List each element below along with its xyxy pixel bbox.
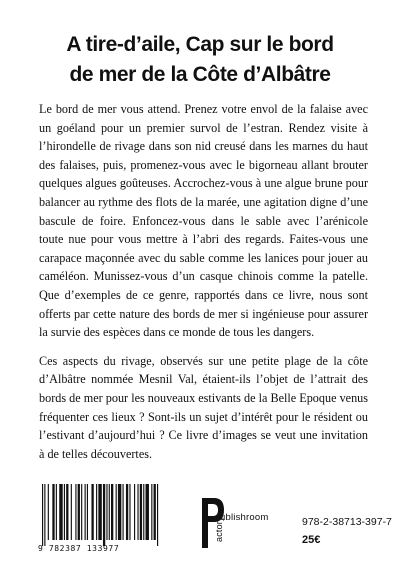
- ean-barcode: [38, 484, 166, 556]
- book-title-line-1: A tire-d’aile, Cap sur le bord: [66, 33, 334, 56]
- barcode-bar: [87, 484, 88, 540]
- barcode-bar: [103, 484, 105, 546]
- barcode-bar: [42, 484, 43, 546]
- barcode-bar: [56, 484, 57, 540]
- blurb-paragraph-2: Ces aspects du rivage, observés sur une petite plage de la côte d’Albâtre nommée Mesnil Val, étaient-ils l’objet de l’attrait des bords de mer pour les nouveaux estivants de la Belle Epoque venus fréquenter ces lieux ? Sont-ils un sujet d’intérêt pour le résident ou l’estivant d’aujourd’hui ? Ce livre d’images se veut une invitation à de telles découvertes.: [39, 353, 368, 461]
- barcode-bar: [151, 484, 152, 540]
- book-price: 25€: [302, 534, 321, 546]
- barcode-bar: [157, 484, 158, 546]
- barcode-bar: [98, 484, 101, 540]
- publisher-name-vertical: actory: [214, 516, 224, 542]
- publisher-name: ublishroom: [220, 512, 269, 523]
- isbn-number: 978-2-38713-397-7: [302, 516, 392, 528]
- barcode-bar: [134, 484, 135, 540]
- barcode-bar: [116, 484, 117, 540]
- barcode-bar: [66, 484, 68, 540]
- back-cover-blurb: [39, 100, 368, 473]
- barcode-bars-icon: [38, 484, 162, 546]
- blurb-paragraph-1: Le bord de mer vous attend. Prenez votre envol de la falaise avec un goéland pour un premier survol de l’estran. Rendez visite à l’hirondelle de rivage dans son nid creusé dans les marnes du haut des falaises, puis, promenez-vous avec le bigorneau allant brouter quelques algues goûteuses. Accrochez-vous à une algue brune pour balancer au rythme des flots de la marée, une agitation digne d’une bascule de foire. Enfoncez-vous dans le sable avec l’arénicole toute nue pour vous mettre à l’abri des regards. Faites-vous une carapace maçonnée avec du sable comme les lanices pour jouer au caméléon. Munissez-vous d’un casque chinois comme la patelle. Que d’exemples de ce genre, rapportés dans ce livre, nous sont offerts par cette nature des bords de mer si ingénieuse pour assurer la survie des espèces dans ce monde de tous les dangers.: [39, 102, 368, 340]
- barcode-bar: [52, 484, 54, 540]
- book-title: [20, 30, 380, 90]
- barcode-bar: [137, 484, 138, 540]
- barcode-bar: [81, 484, 82, 540]
- barcode-bar: [85, 484, 86, 540]
- book-title-line-2: de mer de la Côte d’Albâtre: [69, 63, 331, 86]
- barcode-bar: [64, 484, 65, 540]
- barcode-bar: [96, 484, 97, 540]
- barcode-bar: [71, 484, 72, 540]
- barcode-bar: [146, 484, 149, 540]
- barcode-digits: 9 782387 133977: [38, 544, 120, 553]
- barcode-bar: [143, 484, 144, 540]
- publisher-logo: [200, 494, 280, 550]
- barcode-bar: [109, 484, 110, 540]
- barcode-bar: [129, 484, 130, 540]
- barcode-bar: [78, 484, 80, 540]
- barcode-bar: [59, 484, 62, 540]
- barcode-bar: [48, 484, 49, 540]
- barcode-bar: [123, 484, 124, 540]
- barcode-bar: [91, 484, 93, 540]
- barcode-bar: [75, 484, 76, 540]
- barcode-bar: [126, 484, 128, 540]
- barcode-bar: [111, 484, 113, 540]
- barcode-bar: [118, 484, 121, 540]
- barcode-bar: [140, 484, 142, 540]
- barcode-bar: [154, 484, 156, 540]
- barcode-bar: [106, 484, 107, 540]
- barcode-bar: [44, 484, 45, 546]
